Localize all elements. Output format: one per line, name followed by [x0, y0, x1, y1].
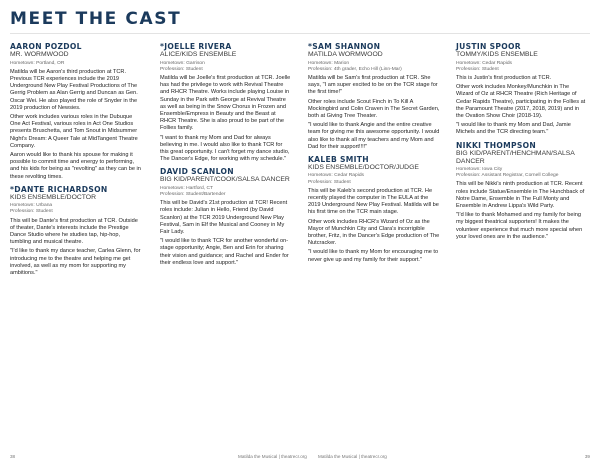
bio-paragraph: Matilda will be Joelle's first production at TCR. Joelle has had the privilege to work with Revival Theatre and RHCR Theatre. Works include playing Louise in Sunday in the Park with George at Revival Theatre as well as being in the Snow Chorus in Frozen and Ensemble/Empress in Beauty and the Beast at RHCR Theatre. She is also proud to be part of the Follies family.	[160, 74, 291, 132]
cast-meta: Hometown: Garrison	[160, 60, 205, 66]
bio-paragraph: This will be Dante's first production at TCR. Outside of theater, Dante's interests include the Prestige Dance Studio where he studies tap, hip-hop, tumbling and musical theatre.	[10, 217, 138, 246]
cast-bio	[456, 75, 588, 137]
cast-meta: Hometown: Iowa City	[456, 167, 503, 173]
cast-entry	[160, 42, 292, 163]
bio-paragraph: "I'd like to thank Mohamed and my family for being my biggest theatrical supporters! It makes the volunteer experience that much more special when your loved ones are in the audience."	[456, 212, 583, 240]
cast-meta: Profession: Student	[160, 66, 203, 72]
cast-column-3	[308, 42, 440, 268]
bio-paragraph: Aaron would like to thank his spouse for making it possible to commit time and energy to performing, and his kids for being as "revolting" as they can be in these revolting times.	[10, 151, 141, 180]
bio-paragraph: "I want to thank my Mom and Dad for always believing in me. I would also like to thank TCR for this great opportunity. I can't forget my dance studio, The Dancer's Edge, for working with my schedule."	[160, 134, 290, 163]
cast-role: MR. WORMWOOD	[10, 51, 69, 58]
cast-bio	[308, 188, 440, 264]
page-number-left: 38	[10, 454, 16, 459]
cast-meta: Hometown: Cedar Rapids	[456, 60, 512, 66]
cast-name: *SAM SHANNON	[308, 42, 381, 51]
cast-column-2	[160, 42, 292, 271]
cast-name: DAVID SCANLON	[160, 167, 234, 177]
bio-paragraph: This will be David's 21st production at TCR! Recent roles include: Julian in Hello, Friend (by David Scanlon) at the TCR 2019 Underground New Play Festival, Sam in Elf the Musical and Cooney in My Fair Lady.	[160, 200, 288, 236]
cast-role: KIDS ENSEMBLE/DOCTOR/JUDGE	[308, 163, 419, 171]
bio-paragraph: Other work includes RHCR's Wizard of Oz as the Mayor of Munchkin City and Clara's incorrigible brother, Fritz, in the Dancer's Edge production of The Nutcracker.	[308, 218, 440, 247]
cast-role: BIG KID/PARENT/COOK/SALSA DANCER	[160, 176, 290, 184]
cast-role: TOMMY/KIDS ENSEMBLE	[456, 51, 538, 58]
cast-meta: Profession: 4th grader, Echo Hill (Linn-Mar)	[308, 66, 402, 72]
bio-paragraph: "I would like to thank TCR for another wonderful on-stage opportunity; Angie, Ben and Erin for sharing their vision and guidance; and Rachel and Ender for their endless love and support."	[160, 238, 289, 266]
bio-paragraph: This will be Nikki's ninth production at TCR. Recent roles include Statue/Ensemble in The Hunchback of Notre Dame, Ensemble in The Full Monty and Ensemble in Andrew Lippa's Wild Party.	[456, 181, 585, 210]
cast-entry	[308, 42, 440, 151]
cast-bio	[10, 69, 142, 181]
cast-bio	[160, 75, 292, 163]
cast-bio	[308, 75, 440, 151]
cast-name: NIKKI THOMPSON	[456, 140, 537, 150]
bio-paragraph: "I would like to thank my Mom and Dad, Jamie Michels and the TCR directing team."	[456, 122, 571, 136]
cast-bio	[10, 218, 142, 278]
cast-name: KALEB SMITH	[308, 154, 369, 164]
bio-paragraph: Other work includes various roles in the Dubuque One Act Festival, various roles in Act One Studios presents Bruschetta, and Tom Snout in Midsummer Night's Dream: A Queer Tale at MidTangent Theatre Company.	[10, 113, 138, 149]
bio-paragraph: This will be Kaleb's second production at TCR. He recently played the computer in The EULA at the 2019 Underground New Play Festival. Matilda will be his first time on the TCR main stage.	[308, 187, 439, 216]
cast-name: *DANTE RICHARDSON	[10, 184, 108, 194]
bio-paragraph: "I'd like to thank my dance teacher, Carlea Glenn, for introducing me to the theatre and helping me get involved, as well as my mom for supporting my ambitions."	[10, 248, 141, 277]
page-title: MEET THE CAST	[10, 9, 182, 29]
cast-entry	[308, 155, 440, 264]
cast-meta: Profession: Student/Bartender	[160, 192, 226, 198]
cast-role: MATILDA WORMWOOD	[308, 51, 383, 58]
bio-paragraph: Matilda will be Aaron's third production at TCR. Previous TCR experiences include the 2019 Underground New Play Festival Productions of The Gerrig Problem as Alan Gerrig and Duncan as Gen. Oscar Wei. He also played the role of Snyder in the 2019 production of Newsies.	[10, 68, 138, 111]
bio-paragraph: Matilda will be Sam's first production at TCR. She says, "I am super excited to be on the TCR stage for the first time!"	[308, 74, 438, 96]
cast-meta: Profession: Assistant Registrar, Cornell College	[456, 173, 559, 179]
cast-bio	[160, 200, 292, 267]
cast-entry	[10, 185, 142, 278]
cast-meta: Hometown: Portland, OR	[10, 60, 65, 66]
footer-text-left: Matilda the Musical | theatrecr.org	[238, 454, 307, 459]
cast-meta: Hometown: Cedar Rapids	[308, 173, 364, 179]
bio-paragraph: This is Justin's first production at TCR.	[456, 74, 552, 81]
footer-text-right: Matilda the Musical | theatrecr.org	[318, 454, 387, 459]
cast-entry	[160, 167, 292, 267]
cast-meta: Profession: Student	[308, 179, 351, 185]
cast-meta: Profession: Student	[456, 66, 499, 72]
cast-entry	[10, 42, 142, 181]
cast-meta: Hometown: Hartford, CT	[160, 185, 213, 191]
cast-role: KIDS ENSEMBLE/DOCTOR	[10, 193, 96, 201]
cast-column-4	[456, 42, 588, 245]
bio-paragraph: "I would like to thank Angie and the entire creative team for giving me this awesome opportunity. I would also like to thank all my teachers and my Mom and Dad for their support!!!!"	[308, 122, 440, 150]
cast-name: AARON POZDOL	[10, 42, 82, 51]
page-number-right: 39	[584, 454, 590, 459]
cast-name: JUSTIN SPOOR	[456, 42, 521, 51]
bio-paragraph: Other work includes Monkey/Munchkin in The Wizard of Oz at RHCR Theatre (Rich Heritage of Cedar Rapids Theatre), participating in the Follies at the Paramount Theatre (2017, 2018, 2019) and in the Ovation Show Choir (2018-19).	[456, 84, 586, 119]
cast-bio	[456, 181, 588, 241]
cast-role: BIG KID/PARENT/HENCHMAN/SALSA DANCER	[456, 149, 575, 165]
cast-entry	[456, 141, 588, 242]
cast-meta: Hometown: Marion	[308, 60, 350, 66]
bio-paragraph: Other roles include Scout Finch in To Kill A Mockingbird and Colin Craven in The Secret Garden, both at Giving Tree Theater.	[308, 98, 440, 119]
cast-meta: Profession: Student	[10, 209, 53, 215]
cast-role: ALICE/KIDS ENSEMBLE	[160, 51, 237, 58]
cast-meta: Hometown: Urbana	[10, 203, 53, 209]
cast-name: *JOELLE RIVERA	[160, 42, 232, 51]
cast-column-1	[10, 42, 142, 281]
cast-entry	[456, 42, 588, 137]
title-divider	[10, 33, 590, 34]
bio-paragraph: "I would like to thank my Mom for encouraging me to never give up and my family for their support."	[308, 249, 439, 263]
